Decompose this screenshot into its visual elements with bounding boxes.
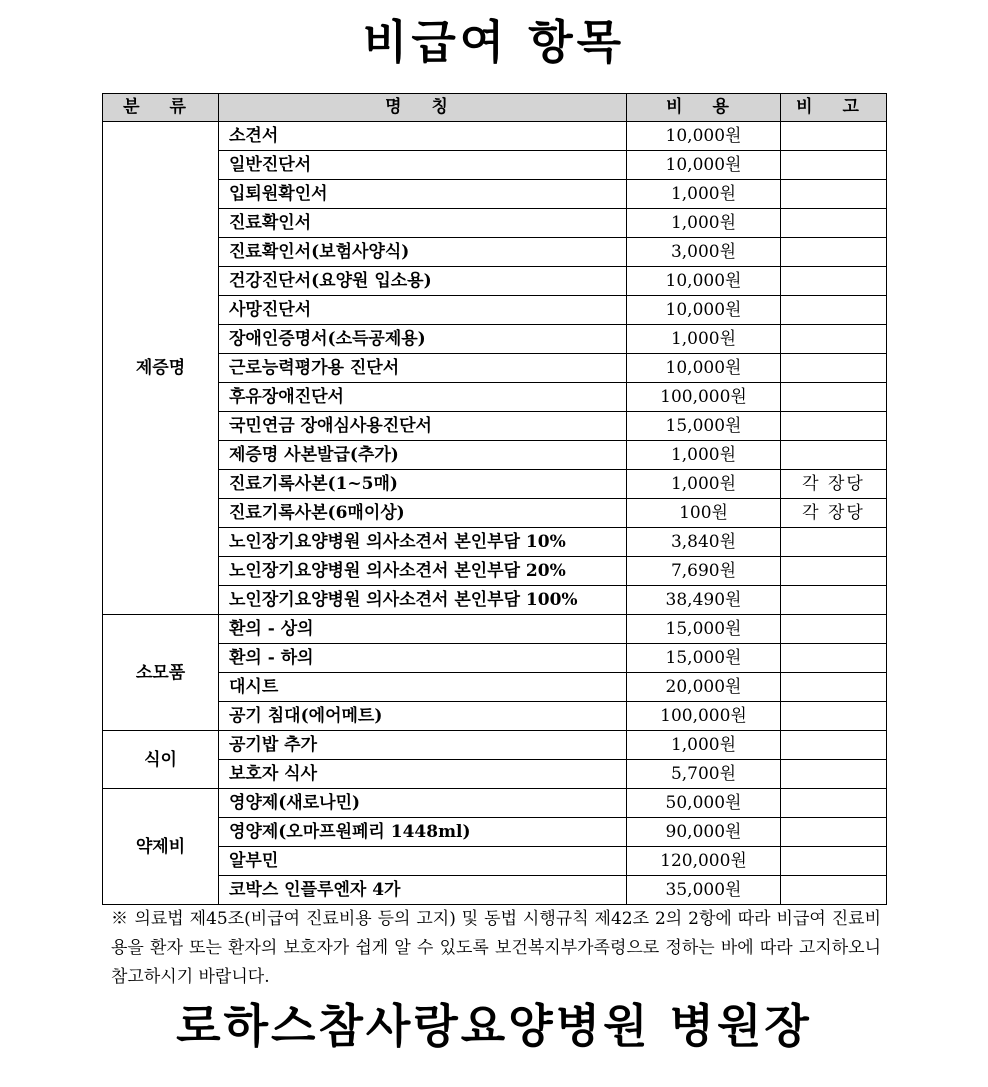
table-row xyxy=(103,615,887,644)
header-note: 비 고 xyxy=(781,94,887,122)
item-name-cell: 일반진단서 xyxy=(219,151,627,180)
item-name-cell: 코박스 인플루엔자 4가 xyxy=(219,876,627,905)
item-name-cell: 국민연금 장애심사용진단서 xyxy=(219,412,627,441)
item-cost-cell: 1,000원 xyxy=(627,441,781,470)
item-note-cell xyxy=(781,151,887,180)
item-cost-cell: 35,000원 xyxy=(627,876,781,905)
item-cost-cell: 1,000원 xyxy=(627,325,781,354)
table-row xyxy=(103,470,887,499)
notice-text: ※ 의료법 제45조(비급여 진료비용 등의 고지) 및 동법 시행규칙 제42조 2의 2항에 따라 비급여 진료비용을 환자 또는 환자의 보호자가 쉽게 알 수 있도록 보건복지부가족령으로 정하는 바에 따라 고지하오니 참고하시기 바랍니다. xyxy=(111,909,881,987)
item-note-cell xyxy=(781,209,887,238)
item-name-cell: 노인장기요양병원 의사소견서 본인부담 20% xyxy=(219,557,627,586)
header-name: 명 칭 xyxy=(219,94,627,122)
item-note-cell xyxy=(781,354,887,383)
item-note-cell xyxy=(781,528,887,557)
table-row xyxy=(103,122,887,151)
item-name-cell: 진료확인서(보험사양식) xyxy=(219,238,627,267)
item-cost-cell: 100원 xyxy=(627,499,781,528)
item-note-cell xyxy=(781,296,887,325)
item-cost-cell: 7,690원 xyxy=(627,557,781,586)
item-note-cell xyxy=(781,383,887,412)
table-row xyxy=(103,296,887,325)
item-note-cell xyxy=(781,702,887,731)
table-row xyxy=(103,789,887,818)
item-name-cell: 진료확인서 xyxy=(219,209,627,238)
item-note-cell xyxy=(781,818,887,847)
table-row xyxy=(103,847,887,876)
item-cost-cell: 5,700원 xyxy=(627,760,781,789)
item-note-cell xyxy=(781,847,887,876)
item-name-cell: 제증명 사본발급(추가) xyxy=(219,441,627,470)
item-cost-cell: 1,000원 xyxy=(627,180,781,209)
non-covered-fee-table xyxy=(102,93,887,905)
item-name-cell: 장애인증명서(소득공제용) xyxy=(219,325,627,354)
category-cell: 소모품 xyxy=(103,615,219,731)
item-note-cell xyxy=(781,238,887,267)
item-cost-cell: 1,000원 xyxy=(627,731,781,760)
item-cost-cell: 90,000원 xyxy=(627,818,781,847)
item-note-cell xyxy=(781,325,887,354)
table-row xyxy=(103,557,887,586)
table-row xyxy=(103,412,887,441)
item-note-cell xyxy=(781,586,887,615)
item-name-cell: 환의 - 하의 xyxy=(219,644,627,673)
item-cost-cell: 3,000원 xyxy=(627,238,781,267)
item-name-cell: 공기밥 추가 xyxy=(219,731,627,760)
item-note-cell: 각 장당 xyxy=(781,499,887,528)
item-name-cell: 진료기록사본(6매이상) xyxy=(219,499,627,528)
item-note-cell xyxy=(781,557,887,586)
item-name-cell: 노인장기요양병원 의사소견서 본인부담 100% xyxy=(219,586,627,615)
table-row xyxy=(103,673,887,702)
item-name-cell: 사망진단서 xyxy=(219,296,627,325)
item-name-cell: 영양제(새로나민) xyxy=(219,789,627,818)
header-category: 분 류 xyxy=(103,94,219,122)
item-cost-cell: 15,000원 xyxy=(627,412,781,441)
page-title: 비급여 항목 xyxy=(362,15,626,69)
item-note-cell xyxy=(781,615,887,644)
item-cost-cell: 10,000원 xyxy=(627,354,781,383)
item-cost-cell: 15,000원 xyxy=(627,644,781,673)
table-row xyxy=(103,644,887,673)
item-cost-cell: 3,840원 xyxy=(627,528,781,557)
item-name-cell: 보호자 식사 xyxy=(219,760,627,789)
item-name-cell: 알부민 xyxy=(219,847,627,876)
item-cost-cell: 100,000원 xyxy=(627,702,781,731)
category-cell: 제증명 xyxy=(103,122,219,615)
hospital-signature: 로하스참사랑요양병원 병원장 xyxy=(176,999,812,1053)
item-name-cell: 건강진단서(요양원 입소용) xyxy=(219,267,627,296)
item-name-cell: 입퇴원확인서 xyxy=(219,180,627,209)
item-cost-cell: 10,000원 xyxy=(627,151,781,180)
item-cost-cell: 50,000원 xyxy=(627,789,781,818)
table-row xyxy=(103,151,887,180)
item-note-cell: 각 장당 xyxy=(781,470,887,499)
item-note-cell xyxy=(781,180,887,209)
item-cost-cell: 100,000원 xyxy=(627,383,781,412)
item-name-cell: 노인장기요양병원 의사소견서 본인부담 10% xyxy=(219,528,627,557)
table-row xyxy=(103,238,887,267)
table-row xyxy=(103,180,887,209)
table-row xyxy=(103,267,887,296)
item-note-cell xyxy=(781,673,887,702)
legal-notice xyxy=(111,905,881,992)
table-row xyxy=(103,818,887,847)
item-name-cell: 환의 - 상의 xyxy=(219,615,627,644)
item-cost-cell: 10,000원 xyxy=(627,296,781,325)
table-row xyxy=(103,528,887,557)
item-note-cell xyxy=(781,760,887,789)
table-row xyxy=(103,325,887,354)
item-cost-cell: 1,000원 xyxy=(627,470,781,499)
table-row xyxy=(103,760,887,789)
item-name-cell: 대시트 xyxy=(219,673,627,702)
header-cost: 비 용 xyxy=(627,94,781,122)
table-row xyxy=(103,209,887,238)
item-name-cell: 영양제(오마프원페리 1448ml) xyxy=(219,818,627,847)
table-row xyxy=(103,441,887,470)
table-row xyxy=(103,731,887,760)
item-note-cell xyxy=(781,122,887,151)
item-note-cell xyxy=(781,412,887,441)
item-name-cell: 진료기록사본(1~5매) xyxy=(219,470,627,499)
item-note-cell xyxy=(781,644,887,673)
item-cost-cell: 10,000원 xyxy=(627,267,781,296)
item-cost-cell: 120,000원 xyxy=(627,847,781,876)
table-row xyxy=(103,499,887,528)
item-note-cell xyxy=(781,267,887,296)
category-cell: 약제비 xyxy=(103,789,219,905)
item-cost-cell: 10,000원 xyxy=(627,122,781,151)
item-name-cell: 소견서 xyxy=(219,122,627,151)
item-name-cell: 근로능력평가용 진단서 xyxy=(219,354,627,383)
item-cost-cell: 38,490원 xyxy=(627,586,781,615)
table-row xyxy=(103,383,887,412)
item-cost-cell: 20,000원 xyxy=(627,673,781,702)
table-row xyxy=(103,876,887,905)
item-cost-cell: 1,000원 xyxy=(627,209,781,238)
table-row xyxy=(103,354,887,383)
item-note-cell xyxy=(781,731,887,760)
item-cost-cell: 15,000원 xyxy=(627,615,781,644)
item-note-cell xyxy=(781,789,887,818)
table-header-row xyxy=(103,94,887,122)
item-name-cell: 후유장애진단서 xyxy=(219,383,627,412)
category-cell: 식이 xyxy=(103,731,219,789)
table-body xyxy=(103,122,887,905)
table-row xyxy=(103,702,887,731)
item-note-cell xyxy=(781,441,887,470)
item-name-cell: 공기 침대(에어메트) xyxy=(219,702,627,731)
table-row xyxy=(103,586,887,615)
item-note-cell xyxy=(781,876,887,905)
